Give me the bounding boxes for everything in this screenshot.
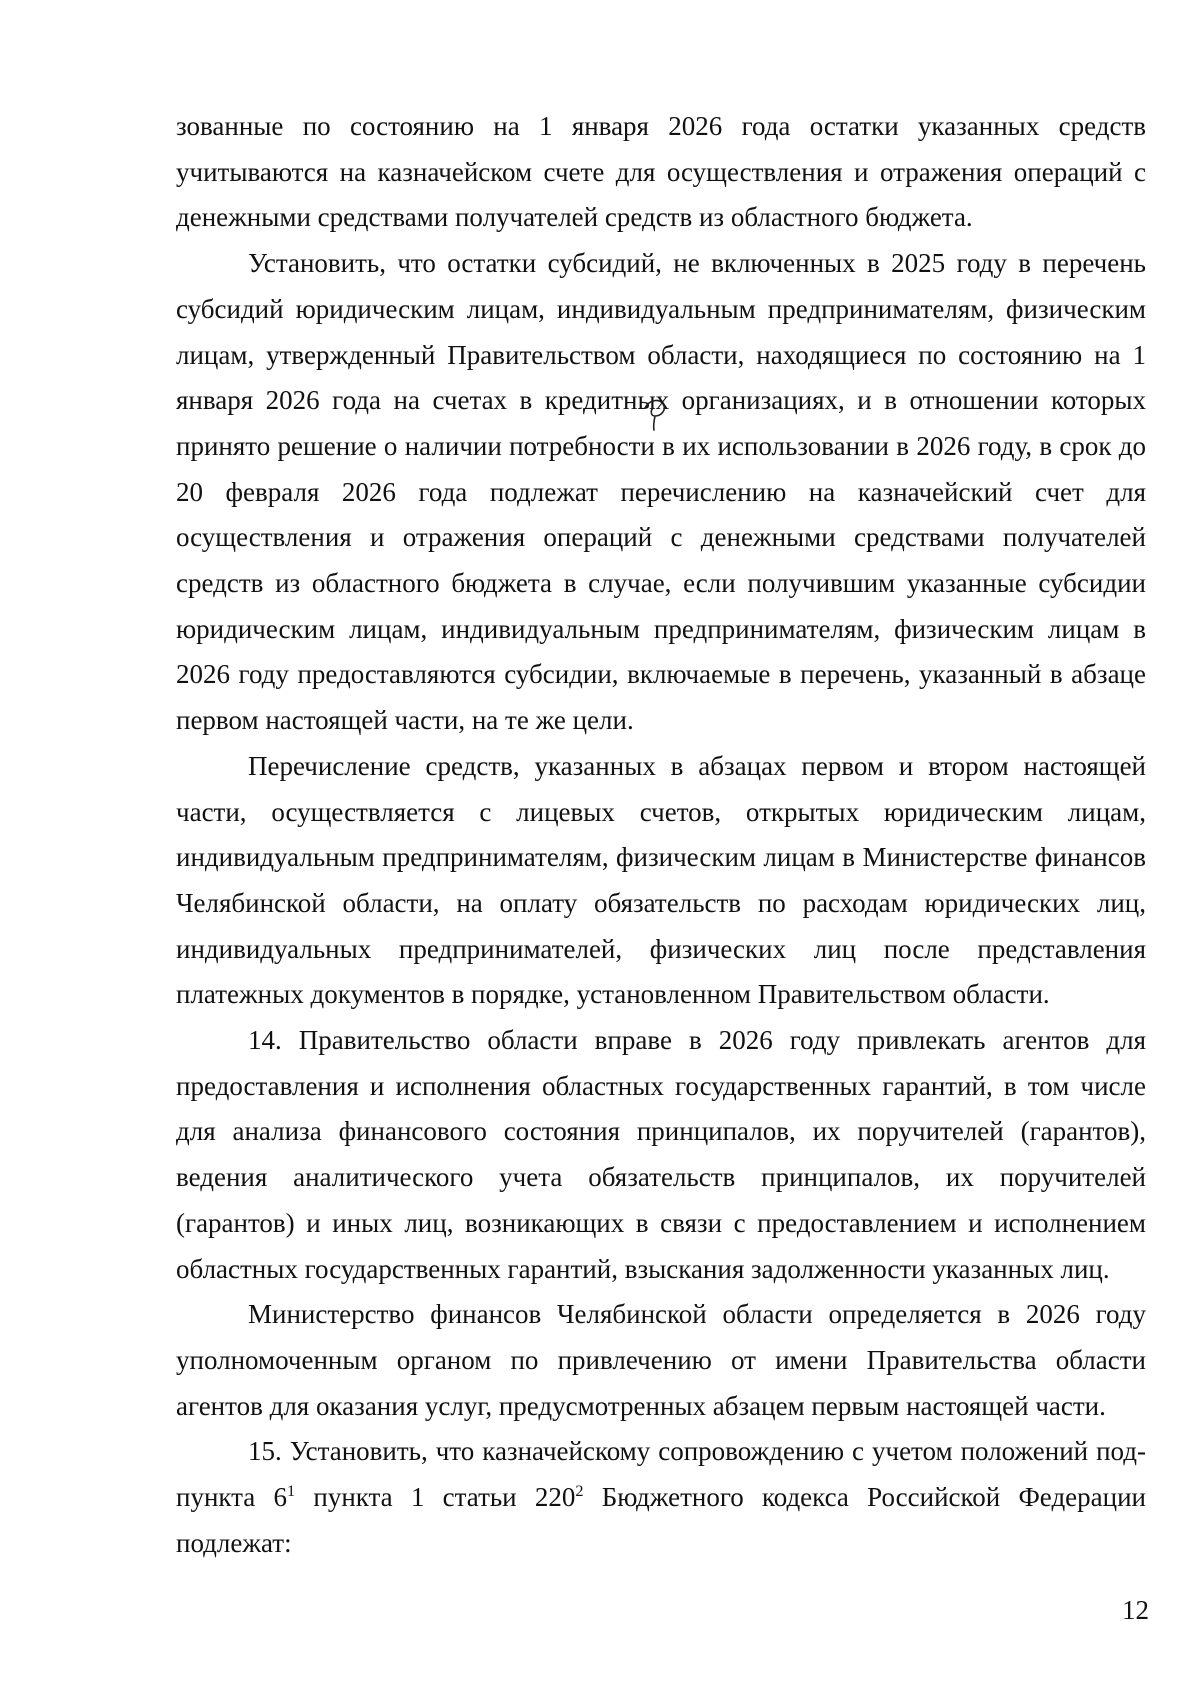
paragraph-4-item-14: 14. Правительство области вправе в 2026 году привлекать агентов для предоставления и исполнения областных государственных гарантий, в том числе для анализа финансового состояния принципалов, их поручителей (гарантов), ведения аналитического учета обязательств принципалов, их поручителей (гарантов) и иных лиц, возникающих в связи с предоставлением и исполнением областных государственных гарантий, взыскания задолженности указанных лиц.: [176, 1025, 1146, 1284]
paragraph-6-text-a: 15. Установить, что казначейскому сопровождению с учетом положений подпункта 6: [176, 1436, 1146, 1513]
paragraph-6-text-b: пункта 1 статьи 220: [295, 1482, 576, 1513]
handwritten-correction-mark: [641, 394, 669, 432]
paragraph-6-item-15: [176, 1429, 1146, 1566]
page-number: 12: [1122, 1595, 1149, 1625]
paragraph-5: Министерство финансов Челябинской области определяется в 2026 году уполномоченным органом по привлечению от имени Правительства области агентов для оказания услуг, предусмотренных абзацем первым настоящей части.: [176, 1299, 1146, 1421]
superscript-6-1: 1: [287, 1482, 296, 1501]
paragraph-1: зованные по состоянию на 1 января 2026 года остатки указанных средств учитываются на казначейском счете для осуществления и отражения операций с денежными средствами получателей средств из областного бюджета.: [176, 111, 1146, 233]
document-body: [176, 104, 1146, 1567]
superscript-220-2: 2: [575, 1482, 584, 1501]
paragraph-6-text-c: Бюджетного кодекса Российской Федерации подлежат:: [176, 1482, 1146, 1558]
paragraph-3: Перечисление средств, указанных в абзацах первом и втором настоящей части, осуществляется с лицевых счетов, открытых юридическим лицам, индивидуальным предпринимателям, физическим лицам в Министерстве финансов Челябинской области, на оплату обязательств по расходам юридических лиц, индивидуальных предпринимателей, физических лиц после представления платежных документов в порядке, установленном Правительством области.: [176, 750, 1146, 1010]
paragraph-2: Установить, что остатки субсидий, не включенных в 2025 году в перечень субсидий юридическим лицам, индивидуальным предпринимателям, физическим лицам, утвержденный Правительством области, находящиеся по состоянию на 1 января 2026 года на счетах в кредитных организациях, и в отношении которых принято решение о наличии потребности в их использовании в 2026 году, в срок до 20 февраля 2026 года подлежат перечислению на казначейский счет для осуществления и отражения операций с денежными средствами получателей средств из областного бюджета в случае, если получившим указанные субсидии юридическим лицам, индивидуальным предпринимателям, физическим лицам в 2026 году предоставляются субсидии, включаемые в перечень, указанный в абзаце первом настоящей части, на те же цели.: [176, 248, 1146, 736]
